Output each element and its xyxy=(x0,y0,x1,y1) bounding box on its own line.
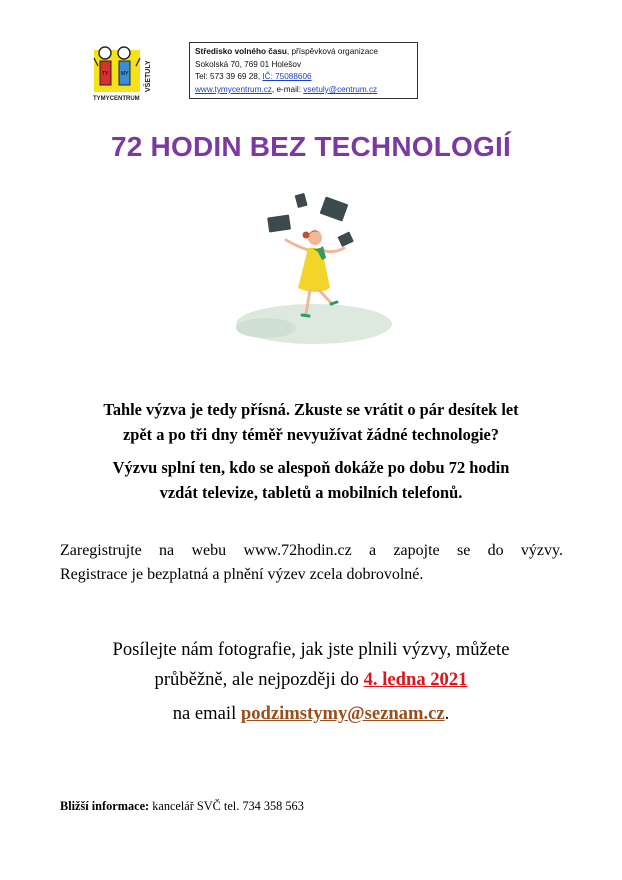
svg-text:VŠETULY: VŠETULY xyxy=(145,60,152,92)
email-prefix: na email xyxy=(172,703,241,724)
photo-line: průběžně, ale nejpozději do xyxy=(154,669,364,690)
footer-label: Bližší informace: xyxy=(60,799,150,813)
svg-text:TYMYCENTRUM: TYMYCENTRUM xyxy=(93,96,140,102)
footer-info xyxy=(60,799,304,814)
web-link[interactable]: www.tymycentrum.cz xyxy=(195,84,272,94)
email-suffix: . xyxy=(444,703,450,724)
svg-text:TY: TY xyxy=(102,71,109,77)
intro-paragraph xyxy=(40,397,582,447)
registration-paragraph xyxy=(60,539,563,587)
tymycentrum-logo xyxy=(92,44,154,102)
intro-line: zpět a po tři dny téměř nevyužívat žádné technologie? xyxy=(122,425,500,444)
ic-link[interactable]: IČ: 75088606 xyxy=(262,72,312,82)
header-email-link[interactable]: vsetuly@centrum.cz xyxy=(303,84,378,94)
deadline-date: 4. ledna 2021 xyxy=(363,669,468,690)
address: Sokolská 70, 769 01 Holešov xyxy=(195,59,302,69)
footer-text: kancelář SVČ tel. 734 358 563 xyxy=(149,799,304,813)
registration-line: Registrace je bezplatná a plnění výzev zcela dobrovolné. xyxy=(60,566,424,583)
juggling-woman-illustration xyxy=(226,188,396,348)
intro-line: Tahle výzva je tedy přísná. Zkuste se vrátit o pár desítek let xyxy=(103,400,519,419)
org-name: Středisko volného času xyxy=(195,47,287,56)
registration-line: Zaregistrujte na webu www.72hodin.cz a zapojte se do výzvy. xyxy=(60,542,563,559)
photo-paragraph xyxy=(40,635,582,695)
condition-line: Výzvu splní ten, kdo se alespoň dokáže po dobu 72 hodin xyxy=(112,458,510,477)
photo-line: Posílejte nám fotografie, jak jste plnili výzvy, můžete xyxy=(112,639,510,660)
email-label: , e-mail: xyxy=(271,84,302,94)
svg-text:MY: MY xyxy=(121,71,129,77)
page-title: 72 HODIN BEZ TECHNOLOGIÍ xyxy=(111,131,511,162)
contact-box xyxy=(189,42,418,99)
phone: Tel: 573 39 69 28, xyxy=(195,72,261,82)
org-type: , příspěvková organizace xyxy=(286,47,378,56)
condition-line: vzdát televize, tabletů a mobilních telefonů. xyxy=(159,483,463,502)
email-line xyxy=(0,703,622,725)
submission-email-link[interactable]: podzimstymy@seznam.cz xyxy=(240,703,445,724)
condition-paragraph xyxy=(40,455,582,505)
